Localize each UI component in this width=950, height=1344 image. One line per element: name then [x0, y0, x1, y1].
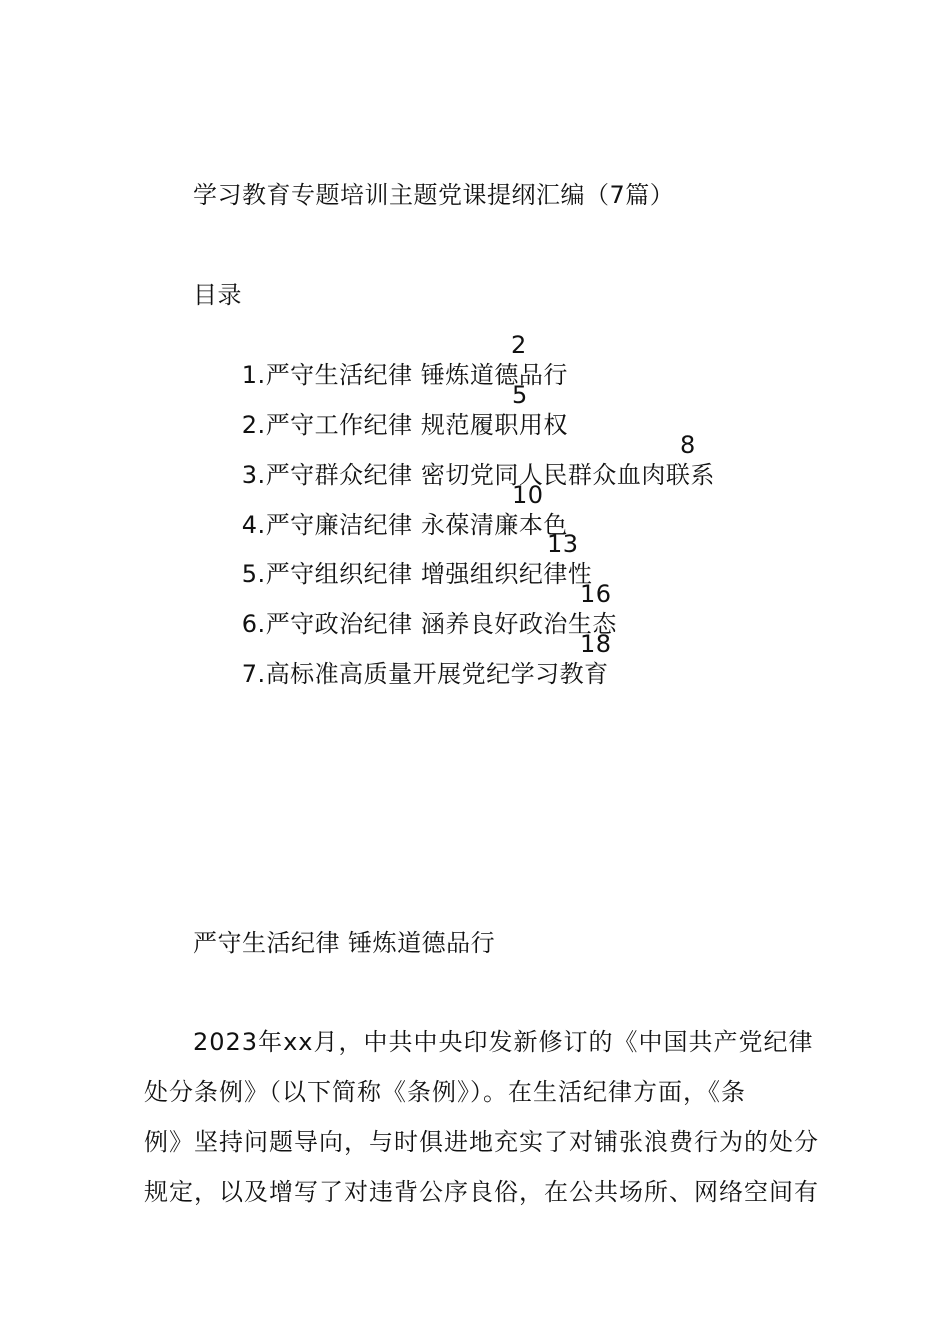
toc-item[interactable]: [193, 480, 568, 539]
paragraph-line: 处分条例》（以下简称《条例》）。在生活纪律方面，《条: [144, 1078, 746, 1106]
toc-item[interactable]: [193, 330, 568, 389]
toc-item-page: 8: [680, 431, 696, 459]
toc-item-text: 高标准高质量开展党纪学习教育: [265, 660, 609, 688]
toc-item-number: 3.: [241, 461, 266, 489]
toc-item[interactable]: [193, 430, 715, 489]
toc-item-number: 1.: [241, 361, 266, 389]
toc-heading: 目录: [193, 281, 242, 309]
toc-item-page: 5: [512, 381, 528, 409]
toc-item-number: 4.: [241, 511, 266, 539]
toc-item-page: 18: [580, 630, 612, 658]
toc-item-text: 严守组织纪律 增强组织纪律性: [265, 560, 593, 588]
toc-item[interactable]: [193, 380, 568, 439]
toc-item-number: 2.: [241, 411, 266, 439]
toc-item-text: 严守群众纪律 密切党同人民群众血肉联系: [265, 461, 715, 489]
paragraph-line: 2023年xx月，中共中央印发新修订的《中国共产党纪律: [193, 1028, 814, 1056]
toc-item-page: 13: [547, 530, 579, 558]
toc-item[interactable]: [193, 579, 617, 638]
toc-item-text: 严守政治纪律 涵养良好政治生态: [265, 610, 617, 638]
toc-item-text: 严守工作纪律 规范履职用权: [265, 411, 568, 439]
toc-item-text: 严守廉洁纪律 永葆清廉本色: [265, 511, 568, 539]
toc-item[interactable]: [193, 529, 593, 588]
toc-item-number: 6.: [241, 610, 266, 638]
toc-item-number: 7.: [241, 660, 266, 688]
section-title: 严守生活纪律 锤炼道德品行: [193, 929, 496, 957]
toc-item-page: 10: [512, 481, 544, 509]
paragraph-line: 规定，以及增写了对违背公序良俗，在公共场所、网络空间有: [144, 1178, 819, 1206]
document-title: 学习教育专题培训主题党课提纲汇编（7篇）: [193, 181, 675, 209]
toc-item-text: 严守生活纪律 锤炼道德品行: [265, 361, 568, 389]
toc-item[interactable]: [193, 629, 612, 688]
toc-item-page: 16: [580, 580, 612, 608]
body-paragraph: [144, 1017, 819, 1217]
toc-item-page: 2: [511, 331, 527, 359]
paragraph-line: 例》坚持问题导向，与时俱进地充实了对铺张浪费行为的处分: [144, 1128, 819, 1156]
toc-item-number: 5.: [241, 560, 266, 588]
